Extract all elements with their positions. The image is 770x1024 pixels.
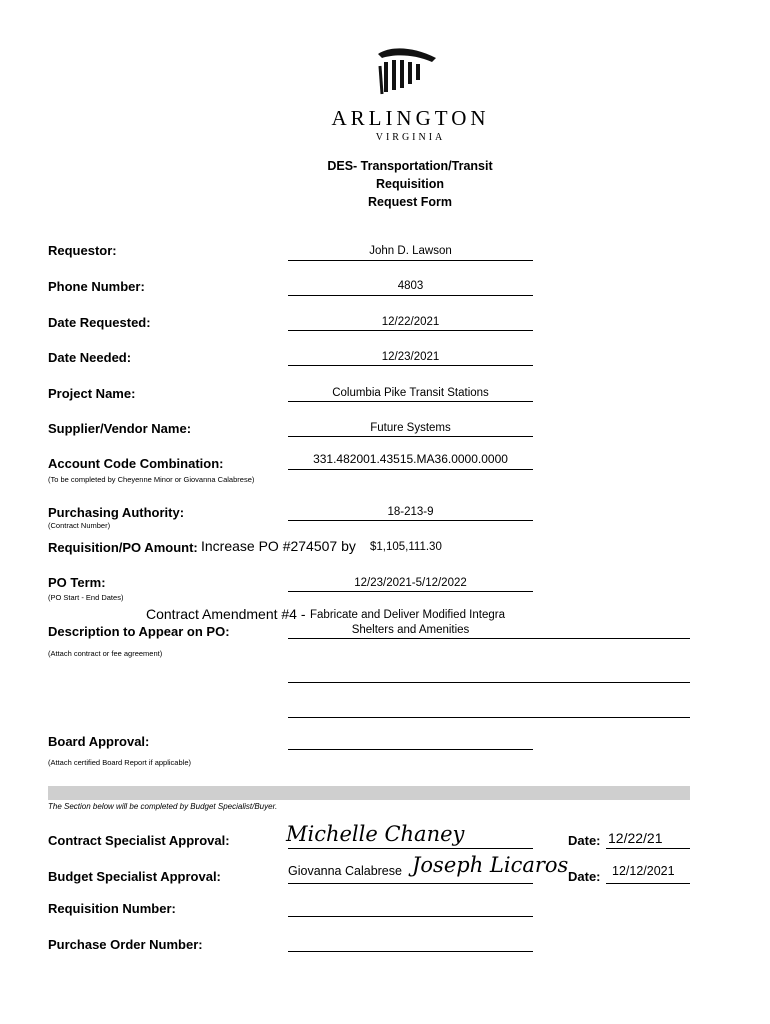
account-code-line xyxy=(288,469,533,470)
contract-specialist-date-line xyxy=(606,848,690,849)
arlington-logo-icon xyxy=(372,44,444,96)
contract-specialist-line xyxy=(288,848,533,849)
date-needed-line xyxy=(288,365,533,366)
account-code-note: (To be completed by Cheyenne Minor or Giovanna Calabrese) xyxy=(48,475,255,484)
board-approval-label: Board Approval: xyxy=(48,734,150,749)
vendor-field[interactable]: Future Systems xyxy=(370,422,451,434)
budget-section-note: The Section below will be completed by Budget Specialist/Buyer. xyxy=(48,802,278,811)
description-line-1 xyxy=(288,638,690,639)
description-label: Description to Appear on PO: xyxy=(48,624,230,639)
description-prefix[interactable]: Contract Amendment #4 - xyxy=(146,606,306,622)
purchase-order-number-label: Purchase Order Number: xyxy=(48,937,203,952)
vendor-label: Supplier/Vendor Name: xyxy=(48,421,192,436)
contract-specialist-signature[interactable]: Michelle Chaney xyxy=(286,822,465,846)
purchasing-authority-line xyxy=(288,520,533,521)
requisition-number-line[interactable] xyxy=(288,916,533,917)
date-requested-label: Date Requested: xyxy=(48,315,151,330)
requestor-label: Requestor: xyxy=(48,243,117,258)
purchasing-authority-note: (Contract Number) xyxy=(48,521,111,530)
po-term-line xyxy=(288,591,533,592)
description-field-line2[interactable]: Shelters and Amenities xyxy=(351,624,470,636)
po-amount-prefix[interactable]: Increase PO #274507 by xyxy=(201,538,356,554)
purchase-order-number-line[interactable] xyxy=(288,951,533,952)
date-requested-field[interactable]: 12/22/2021 xyxy=(381,316,440,328)
header-line1: DES- Transportation/Transit xyxy=(327,159,493,173)
po-term-note: (PO Start - End Dates) xyxy=(48,593,124,602)
budget-specialist-date-line xyxy=(606,883,690,884)
date-needed-field[interactable]: 12/23/2021 xyxy=(381,351,440,363)
phone-label: Phone Number: xyxy=(48,279,145,294)
description-line-2[interactable] xyxy=(288,682,690,683)
requestor-line xyxy=(288,260,533,261)
section-divider-bar xyxy=(48,786,690,800)
contract-specialist-date[interactable]: 12/22/21 xyxy=(608,830,663,846)
date-requested-line xyxy=(288,330,533,331)
budget-specialist-line xyxy=(288,883,533,884)
project-name-field[interactable]: Columbia Pike Transit Stations xyxy=(332,387,489,399)
po-term-field[interactable]: 12/23/2021-5/12/2022 xyxy=(354,577,467,589)
board-approval-line[interactable] xyxy=(288,749,533,750)
contract-specialist-label: Contract Specialist Approval: xyxy=(48,833,230,848)
budget-specialist-date[interactable]: 12/12/2021 xyxy=(612,864,675,878)
logo-name: ARLINGTON xyxy=(331,106,490,130)
description-line-3[interactable] xyxy=(288,717,690,718)
budget-specialist-signature[interactable]: Joseph Licaros xyxy=(412,853,569,877)
date-needed-label: Date Needed: xyxy=(48,350,132,365)
project-name-label: Project Name: xyxy=(48,386,136,401)
description-note: (Attach contract or fee agreement) xyxy=(48,649,163,658)
account-code-label: Account Code Combination: xyxy=(48,456,224,471)
header-line3: Request Form xyxy=(367,195,453,209)
purchasing-authority-field[interactable]: 18-213-9 xyxy=(387,506,434,518)
description-field-line1[interactable]: Fabricate and Deliver Modified Integra xyxy=(310,609,505,621)
budget-specialist-date-label: Date: xyxy=(568,869,601,884)
purchasing-authority-label: Purchasing Authority: xyxy=(48,505,185,520)
requisition-number-label: Requisition Number: xyxy=(48,901,176,916)
po-amount-field[interactable]: $1,105,111.30 xyxy=(370,541,442,553)
budget-specialist-name[interactable]: Giovanna Calabrese xyxy=(288,864,402,878)
po-term-label: PO Term: xyxy=(48,575,106,590)
form-header xyxy=(250,157,570,211)
board-approval-note: (Attach certified Board Report if applicable) xyxy=(48,758,191,767)
requestor-field[interactable]: John D. Lawson xyxy=(369,245,452,257)
phone-line xyxy=(288,295,533,296)
header-line2: Requisition xyxy=(375,177,445,191)
contract-specialist-date-label: Date: xyxy=(568,833,601,848)
account-code-field[interactable]: 331.482001.43515.MA36.0000.0000 xyxy=(313,452,508,466)
vendor-line xyxy=(288,436,533,437)
phone-field[interactable]: 4803 xyxy=(397,280,424,292)
logo-state: VIRGINIA xyxy=(375,132,446,143)
budget-specialist-label: Budget Specialist Approval: xyxy=(48,869,221,884)
project-name-line xyxy=(288,401,533,402)
po-amount-label: Requisition/PO Amount: xyxy=(48,540,198,555)
